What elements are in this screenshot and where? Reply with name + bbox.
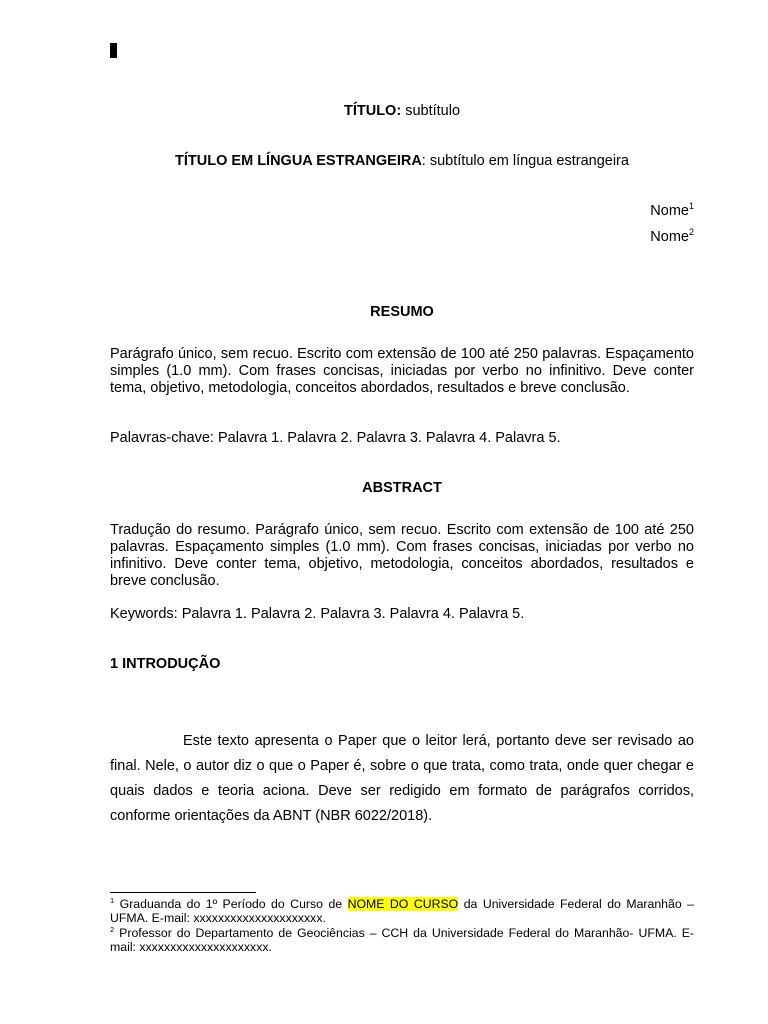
author-1-name: Nome <box>650 203 689 219</box>
author-1 <box>110 203 694 219</box>
footnote-2-ref: 2 <box>110 924 115 934</box>
text-cursor-marker <box>110 43 117 58</box>
footnote-1 <box>110 897 694 925</box>
footnote-1-ref: 1 <box>110 895 115 905</box>
abstract-text: Tradução do resumo. Parágrafo único, sem recuo. Escrito com extensão de 100 até 250 palavras. Espaçamento simples (1.0 mm). Com frases concisas, iniciadas por verbo no infinitivo. Deve conter tema, objetivo, metodologia, conceitos abordados, resultados e breve conclusão. <box>110 522 694 589</box>
title-main: TÍTULO: <box>343 103 402 119</box>
title-subtitle: subtítulo <box>401 103 461 119</box>
foreign-title-main: TÍTULO EM LÍNGUA ESTRANGEIRA <box>175 153 422 169</box>
document-title <box>110 103 694 119</box>
resumo-heading: RESUMO <box>370 304 434 320</box>
abstract-keywords: Keywords: Palavra 1. Palavra 2. Palavra 3. Palavra 4. Palavra 5. <box>110 606 525 622</box>
author-2-name: Nome <box>650 229 689 245</box>
author-2-ref: 2 <box>688 227 694 238</box>
resumo-keywords: Palavras-chave: Palavra 1. Palavra 2. Palavra 3. Palavra 4. Palavra 5. <box>110 430 561 446</box>
footnote-separator <box>110 892 256 893</box>
footnote-2 <box>110 926 694 954</box>
footnote-1-text-start: Graduanda do 1º Período do Curso de <box>114 897 348 911</box>
introducao-heading: 1 INTRODUÇÃO <box>110 656 221 672</box>
footnote-1-text-end: da Universidade Federal do Maranhão – UFMA. E-mail: xxxxxxxxxxxxxxxxxxxxx. <box>110 897 694 925</box>
foreign-title <box>110 153 694 169</box>
abstract-heading: ABSTRACT <box>362 480 442 496</box>
introducao-text: Este texto apresenta o Paper que o leitor lerá, portanto deve ser revisado ao final. Nele, o autor diz o que o Paper é, sobre o que trata, como trata, onde quer chegar e quais dados e teoria aciona. Deve ser redigido em formato de parágrafos corridos, conforme orientações da ABNT (NBR 6022/2018). <box>110 733 694 824</box>
foreign-title-subtitle: : subtítulo em língua estrangeira <box>421 153 629 169</box>
author-2 <box>110 229 694 245</box>
footnote-2-text: Professor do Departamento de Geociências – CCH da Universidade Federal do Maranhão- UFMA. E-mail: xxxxxxxxxxxxxxxxxxxxx. <box>110 926 694 954</box>
author-1-ref: 1 <box>688 201 694 212</box>
course-name-highlight: NOME DO CURSO <box>347 897 459 911</box>
resumo-text: Parágrafo único, sem recuo. Escrito com extensão de 100 até 250 palavras. Espaçamento simples (1.0 mm). Com frases concisas, iniciadas por verbo no infinitivo. Deve conter tema, objetivo, metodologia, conceitos abordados, resultados e breve conclusão. <box>110 346 694 396</box>
